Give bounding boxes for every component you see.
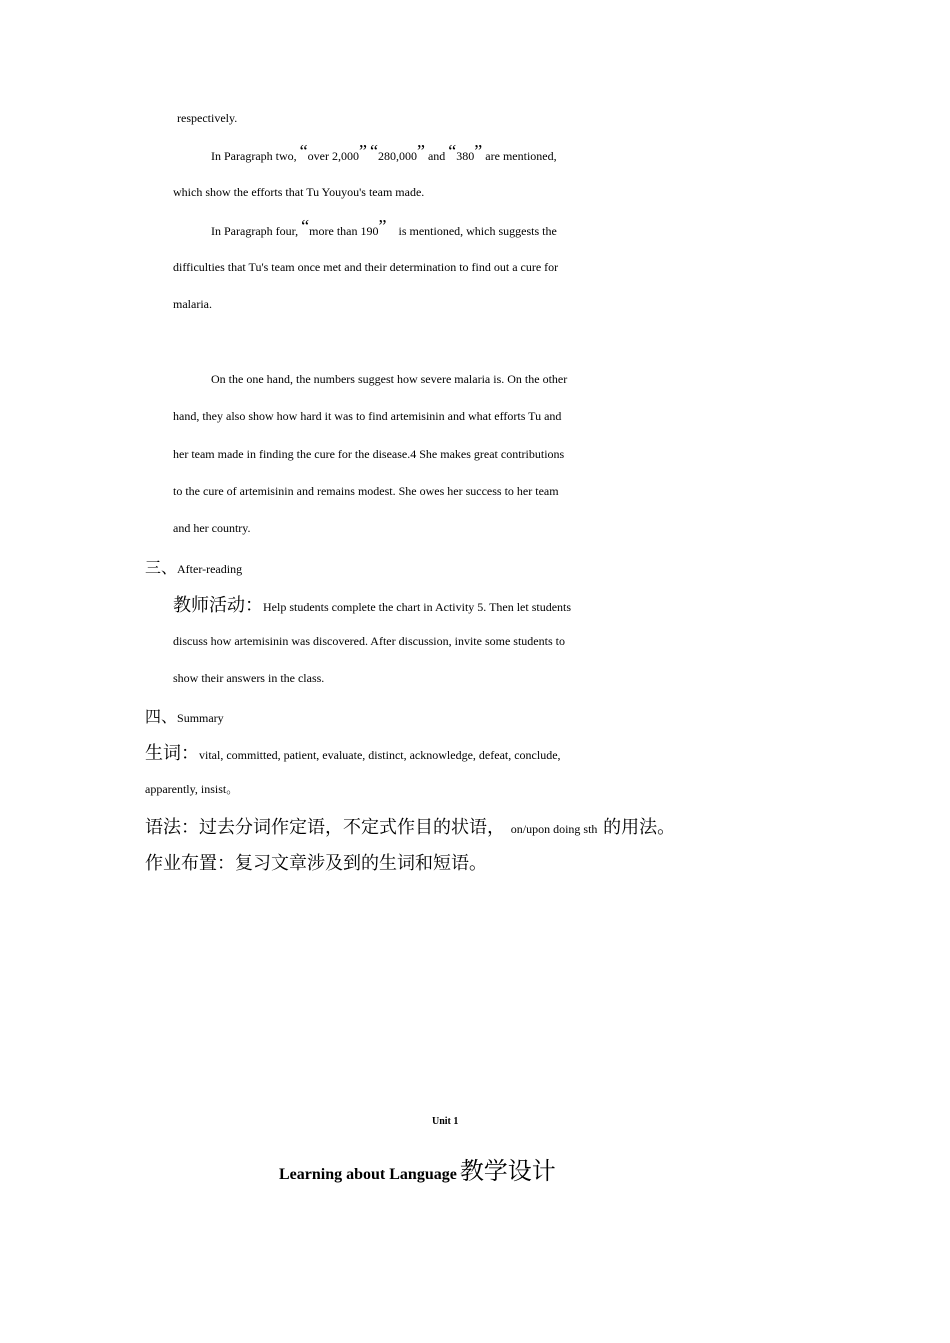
- paragraph-five-line1: On the one hand, the numbers suggest how severe malaria is. On the other: [211, 372, 568, 386]
- vocab-label: 生词：: [145, 743, 199, 764]
- close-quote: ”: [474, 141, 483, 161]
- paragraph-four-line2: difficulties that Tu's team once met and their determination to find out a cure for: [173, 260, 559, 274]
- paragraph-four-line1: [211, 216, 557, 239]
- section-3-number: 三、: [145, 558, 178, 577]
- text-respectively: respectively.: [177, 111, 238, 125]
- section-3-line2: discuss how artemisinin was discovered. After discussion, invite some students to: [173, 634, 565, 648]
- paragraph-four-line3: malaria.: [173, 297, 212, 311]
- section-3-title: After-reading: [177, 562, 243, 576]
- open-quote: “: [369, 141, 378, 161]
- section-4-number: 四、: [145, 707, 178, 726]
- p4-post: is mentioned, which suggests the: [398, 224, 557, 238]
- p2-and: and: [427, 149, 446, 163]
- grammar-en: on/upon doing sth: [510, 822, 598, 836]
- p2-pre: In Paragraph two,: [211, 149, 297, 163]
- section-3-line1: [173, 594, 571, 619]
- p4-quote: more than 190: [309, 224, 379, 238]
- document-title: [279, 1156, 556, 1190]
- title-cjk: 教学设计: [459, 1157, 556, 1185]
- close-quote: ”: [378, 216, 387, 236]
- section-4-heading: [145, 707, 224, 728]
- grammar-post: 的用法。: [603, 817, 676, 838]
- section-4-title: Summary: [177, 711, 224, 725]
- paragraph-two-line2: which show the efforts that Tu Youyou's team made.: [173, 185, 425, 199]
- grammar-line: [145, 816, 675, 841]
- p2-post: are mentioned,: [485, 149, 557, 163]
- open-quote: “: [448, 141, 457, 161]
- vocab-end: 。: [226, 782, 239, 796]
- section-3-line3: show their answers in the class.: [173, 671, 325, 685]
- p2-quote1: over 2,000: [307, 149, 359, 163]
- p2-quote2: 280,000: [377, 149, 417, 163]
- paragraph-five-line5: and her country.: [173, 521, 251, 535]
- paragraph-two-line1: [211, 141, 557, 164]
- section-3-heading: [145, 558, 242, 579]
- open-quote: “: [299, 141, 308, 161]
- section-3-text1: Help students complete the chart in Activity 5. Then let students: [263, 600, 572, 614]
- unit-label: Unit 1: [432, 1116, 459, 1127]
- vocab-line2: [145, 781, 238, 797]
- vocab-text1: vital, committed, patient, evaluate, distinct, acknowledge, defeat, conclude,: [199, 748, 561, 762]
- vocab-text2: apparently, insist: [145, 782, 227, 796]
- vocab-line1: [145, 742, 561, 767]
- p2-quote3: 380: [456, 149, 475, 163]
- p4-pre: In Paragraph four,: [211, 224, 299, 238]
- title-en: Learning about Language: [279, 1166, 457, 1183]
- open-quote: “: [301, 216, 310, 236]
- teacher-activity-label: 教师活动：: [173, 595, 263, 616]
- homework-line: 作业布置：复习文章涉及到的生词和短语。: [145, 853, 487, 874]
- close-quote: ”: [358, 141, 367, 161]
- paragraph-five-line3: her team made in finding the cure for the disease.4 She makes great contributions: [173, 447, 565, 461]
- paragraph-five-line4: to the cure of artemisinin and remains modest. She owes her success to her team: [173, 484, 559, 498]
- grammar-pre: 语法：过去分词作定语，不定式作目的状语，: [145, 817, 505, 838]
- paragraph-five-line2: hand, they also show how hard it was to find artemisinin and what efforts Tu and: [173, 409, 562, 423]
- close-quote: ”: [416, 141, 425, 161]
